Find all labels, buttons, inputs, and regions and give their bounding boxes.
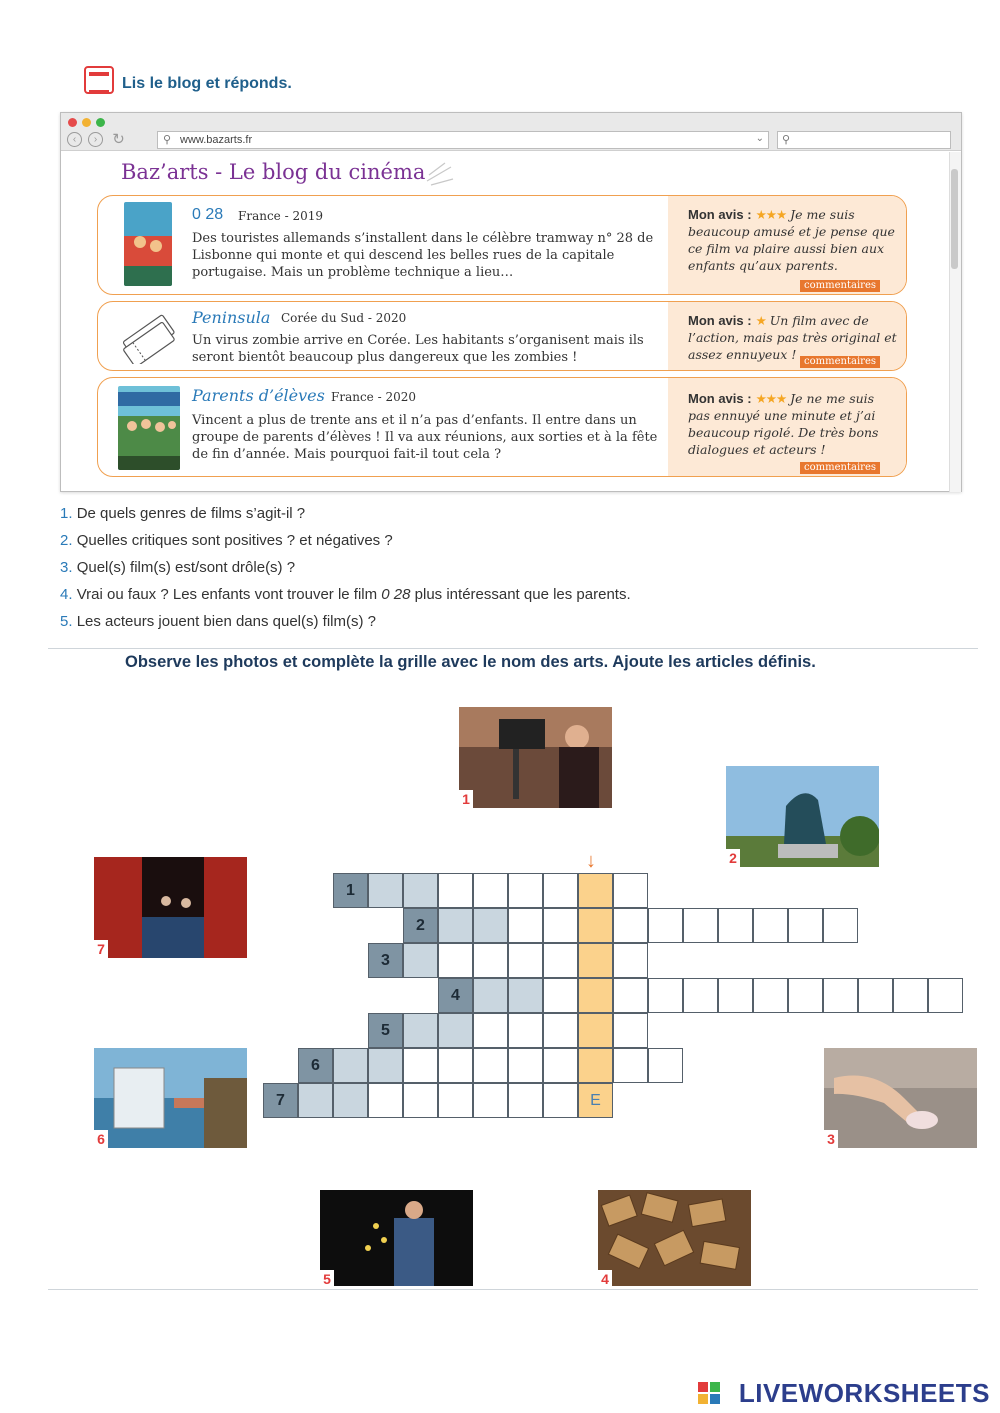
- crossword-number-1: 1: [333, 873, 368, 908]
- crossword-cell[interactable]: [508, 908, 543, 943]
- film-meta: France - 2020: [331, 390, 416, 404]
- comments-link[interactable]: commentaires: [800, 356, 880, 368]
- photo-label-4: 4: [598, 1270, 612, 1288]
- rating-stars-icon: ★: [755, 313, 766, 328]
- crossword-cell[interactable]: [578, 943, 613, 978]
- crossword-cell[interactable]: [438, 1083, 473, 1118]
- photo-theatre: [94, 857, 247, 958]
- film-description: Vincent a plus de trente ans et il n’a pas d’enfants. Il entre dans un groupe de parents d’élèves ! Il va aux réunions, aux sorties et à la fête de fin d’année. Mais pourquoi fait-il tout cela ?: [192, 413, 658, 462]
- divider: [48, 648, 978, 649]
- crossword-cell[interactable]: [438, 943, 473, 978]
- maximize-dot-icon: [96, 118, 105, 127]
- forward-icon[interactable]: ›: [88, 132, 103, 147]
- film-title: Peninsula: [192, 308, 271, 327]
- pencil-doodle-icon: [425, 161, 455, 187]
- question-1: [60, 505, 305, 522]
- photo-label-5: 5: [320, 1270, 334, 1288]
- crossword-cell[interactable]: [473, 873, 508, 908]
- crossword-cell[interactable]: [543, 908, 578, 943]
- crossword-cell[interactable]: [718, 908, 753, 943]
- crossword-cell[interactable]: [403, 873, 438, 908]
- review-panel: [668, 378, 906, 476]
- crossword-cell[interactable]: [508, 943, 543, 978]
- crossword-cell[interactable]: [823, 908, 858, 943]
- photo-label-1: 1: [459, 790, 473, 808]
- crossword-cell[interactable]: [928, 978, 963, 1013]
- blog-title: Baz’arts - Le blog du cinéma: [121, 160, 426, 184]
- crossword-cell[interactable]: [683, 908, 718, 943]
- crossword-cell[interactable]: [613, 1048, 648, 1083]
- photo-label-3: 3: [824, 1130, 838, 1148]
- liveworksheets-logo: LIVEWORKSHEETS: [738, 1378, 990, 1408]
- film-title: 0 28: [192, 206, 224, 223]
- question-text: Les acteurs jouent bien dans quel(s) film(s) ?: [76, 613, 376, 630]
- crossword-cell[interactable]: [753, 978, 788, 1013]
- crossword-cell[interactable]: [543, 1048, 578, 1083]
- crossword-cell[interactable]: [613, 908, 648, 943]
- back-icon[interactable]: ‹: [67, 132, 82, 147]
- comments-link[interactable]: commentaires: [800, 280, 880, 292]
- crossword-cell[interactable]: [473, 1048, 508, 1083]
- crossword-number-6: 6: [298, 1048, 333, 1083]
- photo-painting: [94, 1048, 247, 1148]
- crossword-cell[interactable]: [578, 908, 613, 943]
- film-title: Parents d’élèves: [192, 386, 325, 405]
- crossword-cell[interactable]: [403, 1048, 438, 1083]
- crossword-cell[interactable]: [578, 1013, 613, 1048]
- address-text: www.bazarts.fr: [180, 134, 253, 146]
- crossword-cell[interactable]: [438, 908, 473, 943]
- scrollbar-thumb[interactable]: [951, 169, 958, 269]
- review-body: Je me suis beaucoup amusé et je pense que ce film va plaire aussi bien aux enfants qu’aux parents.: [688, 207, 895, 273]
- crossword-cell[interactable]: [613, 943, 648, 978]
- question-number: 2.: [60, 532, 73, 549]
- photo-label-2: 2: [726, 849, 740, 867]
- film-meta: Corée du Sud - 2020: [281, 311, 407, 325]
- search-icon: ⚲: [782, 134, 791, 146]
- rating-stars-icon: ★★★: [755, 207, 787, 222]
- question-number: 5.: [60, 613, 73, 630]
- question-2: [60, 532, 393, 549]
- question-3: [60, 559, 295, 576]
- crossword-cell-given-letter[interactable]: E: [578, 1083, 613, 1118]
- film-description: Un virus zombie arrive en Corée. Les habitants s’organisent mais ils seront bientôt beaucoup plus dangereux que les zombies !: [192, 333, 644, 365]
- crossword-cell[interactable]: [788, 978, 823, 1013]
- crossword-cell[interactable]: [858, 978, 893, 1013]
- photo-label-7: 7: [94, 940, 108, 958]
- crossword-cell[interactable]: [473, 943, 508, 978]
- crossword-number-2: 2: [403, 908, 438, 943]
- crossword-number-5: 5: [368, 1013, 403, 1048]
- film-card-0-28: [97, 195, 907, 295]
- crossword-cell[interactable]: [683, 978, 718, 1013]
- photo-cinema-camera: [459, 707, 612, 808]
- crossword-cell[interactable]: [648, 978, 683, 1013]
- liveworksheets-logo-icon: [698, 1382, 720, 1404]
- crossword-cell[interactable]: [753, 908, 788, 943]
- crossword-cell[interactable]: [298, 1083, 333, 1118]
- crossword-cell[interactable]: [333, 1083, 368, 1118]
- crossword-cell[interactable]: [438, 1013, 473, 1048]
- address-bar[interactable]: [157, 131, 769, 149]
- crossword-cell[interactable]: [403, 1083, 438, 1118]
- crossword-cell[interactable]: [648, 1048, 683, 1083]
- crossword-cell[interactable]: [823, 978, 858, 1013]
- search-icon: ⚲: [163, 134, 172, 146]
- crossword-cell[interactable]: [508, 1013, 543, 1048]
- question-number: 1.: [60, 505, 73, 522]
- review-panel: [668, 196, 906, 294]
- question-text: Quel(s) film(s) est/sont drôle(s) ?: [76, 559, 296, 576]
- crossword-cell[interactable]: [508, 1083, 543, 1118]
- question-number: 3.: [60, 559, 73, 576]
- film-card-parents-deleves: [97, 377, 907, 477]
- crossword-cell[interactable]: [578, 978, 613, 1013]
- book-icon: [84, 66, 114, 94]
- arrow-down-icon: ↓: [586, 850, 596, 872]
- chevron-down-icon[interactable]: ⌄: [755, 133, 764, 144]
- crossword-cell[interactable]: [368, 1048, 403, 1083]
- film-meta: France - 2019: [238, 209, 323, 223]
- crossword-cell[interactable]: [473, 978, 508, 1013]
- crossword-cell[interactable]: [333, 1048, 368, 1083]
- divider: [48, 1289, 978, 1290]
- crossword-cell[interactable]: [543, 1013, 578, 1048]
- crossword-cell[interactable]: [508, 1048, 543, 1083]
- instruction-read-blog: Lis le blog et réponds.: [122, 75, 292, 92]
- crossword-cell[interactable]: [508, 873, 543, 908]
- crossword-cell[interactable]: [403, 1013, 438, 1048]
- crossword-cell[interactable]: [543, 943, 578, 978]
- crossword-cell[interactable]: [578, 1048, 613, 1083]
- crossword-number-4: 4: [438, 978, 473, 1013]
- comments-link[interactable]: commentaires: [800, 462, 880, 474]
- ticket-icon: [116, 308, 182, 364]
- review-label: Mon avis :: [688, 207, 752, 222]
- question-text: De quels genres de films s’agit-il ?: [76, 505, 306, 522]
- crossword-cell[interactable]: [438, 873, 473, 908]
- close-dot-icon: [68, 118, 77, 127]
- crossword-cell[interactable]: [893, 978, 928, 1013]
- photo-juggler: [320, 1190, 473, 1286]
- crossword-cell[interactable]: [368, 873, 403, 908]
- crossword-cell[interactable]: [543, 873, 578, 908]
- browser-search-input[interactable]: [777, 131, 951, 149]
- crossword-cell[interactable]: [613, 978, 648, 1013]
- minimize-dot-icon: [82, 118, 91, 127]
- film-card-peninsula: [97, 301, 907, 371]
- review-text: [688, 390, 898, 458]
- question-4: [60, 586, 631, 603]
- crossword-cell[interactable]: [368, 1083, 403, 1118]
- crossword-cell[interactable]: [718, 978, 753, 1013]
- review-body: Je ne me suis pas ennuyé une minute et j’ai beaucoup rigolé. De très bons dialogues et acteurs !: [688, 391, 879, 457]
- review-label: Mon avis :: [688, 313, 752, 328]
- crossword-cell[interactable]: [648, 908, 683, 943]
- photo-books: [598, 1190, 751, 1286]
- question-text-end: plus intéressant que les parents.: [410, 586, 631, 603]
- photo-dance: [824, 1048, 977, 1148]
- crossword-cell[interactable]: [403, 943, 438, 978]
- film-description: Des touristes allemands s’installent dans le célèbre tramway n° 28 de Lisbonne qui monte et qui descend les belles rues de la capitale portugaise. Mais un problème technique a lieu…: [192, 231, 654, 280]
- reload-icon[interactable]: ↻: [112, 131, 125, 148]
- crossword-cell[interactable]: [543, 1083, 578, 1118]
- crossword-number-7: 7: [263, 1083, 298, 1118]
- crossword-cell[interactable]: [508, 978, 543, 1013]
- crossword-number-3: 3: [368, 943, 403, 978]
- review-panel: [668, 302, 906, 370]
- rating-stars-icon: ★★★: [755, 391, 787, 406]
- crossword-cell[interactable]: [613, 1013, 648, 1048]
- photo-sculpture: [726, 766, 879, 867]
- question-number: 4.: [60, 586, 73, 603]
- question-5: [60, 613, 376, 630]
- crossword-cell[interactable]: [613, 873, 648, 908]
- crossword-cell[interactable]: [543, 978, 578, 1013]
- crossword-cell[interactable]: [438, 1048, 473, 1083]
- film-poster-parents-deleves: [118, 386, 180, 470]
- review-body: Un film avec de l’action, mais pas très original et assez ennuyeux !: [688, 313, 897, 362]
- question-text: Vrai ou faux ? Les enfants vont trouver le film: [76, 586, 382, 603]
- question-film-title: 0 28: [381, 586, 411, 603]
- crossword-cell[interactable]: [473, 1013, 508, 1048]
- review-label: Mon avis :: [688, 391, 752, 406]
- crossword-cell[interactable]: [788, 908, 823, 943]
- crossword-cell[interactable]: [578, 873, 613, 908]
- review-text: [688, 206, 898, 274]
- crossword-cell[interactable]: [473, 908, 508, 943]
- instruction-crossword: Observe les photos et complète la grille avec le nom des arts. Ajoute les articles définis.: [125, 653, 816, 671]
- photo-label-6: 6: [94, 1130, 108, 1148]
- crossword-cell[interactable]: [473, 1083, 508, 1118]
- question-text: Quelles critiques sont positives ? et négatives ?: [76, 532, 393, 549]
- browser-window: [60, 112, 962, 492]
- film-poster-0-28: [124, 202, 172, 286]
